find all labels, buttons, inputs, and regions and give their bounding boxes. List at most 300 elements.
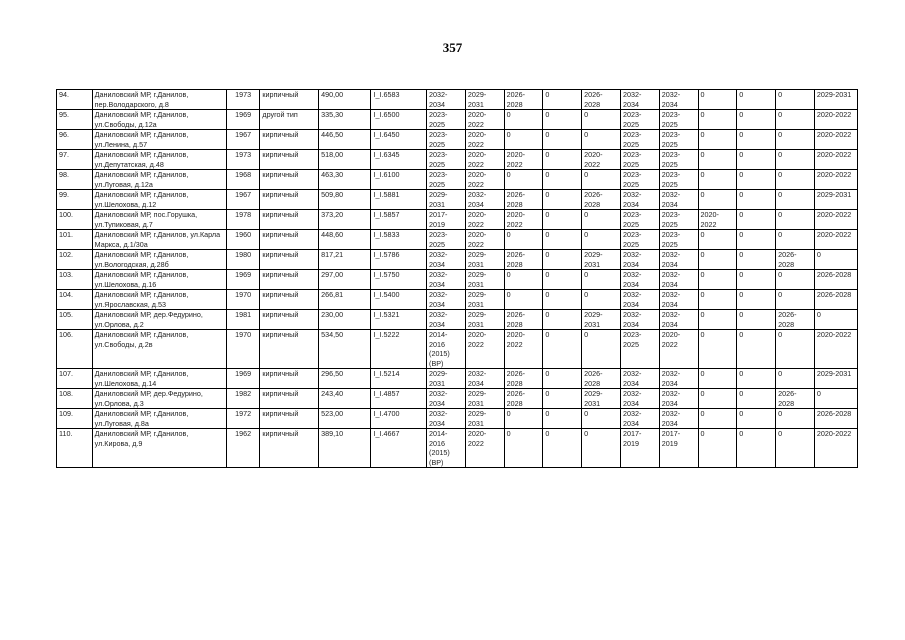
cell-building-id: I_I.6100 bbox=[371, 170, 427, 190]
cell-period-4: 0 bbox=[543, 150, 582, 170]
cell-period-11: 2029-2031 bbox=[814, 369, 857, 389]
cell-period-8: 0 bbox=[698, 389, 737, 409]
cell-period-6: 2023-2025 bbox=[620, 130, 659, 150]
cell-period-9: 0 bbox=[737, 330, 776, 369]
cell-row-number: 107. bbox=[57, 369, 93, 389]
cell-period-3: 0 bbox=[504, 409, 543, 429]
cell-period-1: 2029-2031 bbox=[427, 369, 466, 389]
cell-period-8: 0 bbox=[698, 429, 737, 468]
cell-period-5: 0 bbox=[582, 270, 621, 290]
cell-wall-material: кирпичный bbox=[260, 190, 319, 210]
cell-period-7: 2023-2025 bbox=[659, 110, 698, 130]
cell-area: 243,40 bbox=[319, 389, 371, 409]
cell-period-9: 0 bbox=[737, 250, 776, 270]
cell-address: Даниловский МР, г.Данилов, ул.Ярославская, д.53 bbox=[92, 290, 226, 310]
cell-period-9: 0 bbox=[737, 130, 776, 150]
cell-row-number: 102. bbox=[57, 250, 93, 270]
page-number: 357 bbox=[442, 40, 463, 55]
cell-period-6: 2023-2025 bbox=[620, 170, 659, 190]
cell-period-10: 0 bbox=[776, 190, 815, 210]
cell-row-number: 97. bbox=[57, 150, 93, 170]
cell-period-9: 0 bbox=[737, 270, 776, 290]
table-row bbox=[57, 290, 858, 310]
cell-year-built: 1967 bbox=[226, 130, 260, 150]
cell-building-id: I_I.5857 bbox=[371, 210, 427, 230]
cell-period-11: 0 bbox=[814, 389, 857, 409]
cell-period-6: 2032-2034 bbox=[620, 290, 659, 310]
cell-period-11: 2020-2022 bbox=[814, 170, 857, 190]
cell-period-4: 0 bbox=[543, 110, 582, 130]
cell-period-11: 2020-2022 bbox=[814, 230, 857, 250]
cell-address: Даниловский МР, г.Данилов, ул.Ленина, д.57 bbox=[92, 130, 226, 150]
cell-building-id: I_I.6345 bbox=[371, 150, 427, 170]
cell-period-3: 0 bbox=[504, 230, 543, 250]
cell-period-5: 0 bbox=[582, 230, 621, 250]
cell-wall-material: кирпичный bbox=[260, 389, 319, 409]
cell-period-8: 0 bbox=[698, 369, 737, 389]
cell-period-8: 2020-2022 bbox=[698, 210, 737, 230]
cell-period-7: 2032-2034 bbox=[659, 389, 698, 409]
cell-period-4: 0 bbox=[543, 330, 582, 369]
table-row bbox=[57, 330, 858, 369]
cell-year-built: 1970 bbox=[226, 290, 260, 310]
cell-year-built: 1972 bbox=[226, 409, 260, 429]
cell-period-7: 2023-2025 bbox=[659, 170, 698, 190]
cell-period-10: 0 bbox=[776, 110, 815, 130]
cell-period-3: 2026-2028 bbox=[504, 310, 543, 330]
table-row bbox=[57, 90, 858, 110]
cell-period-6: 2032-2034 bbox=[620, 250, 659, 270]
cell-period-3: 2026-2028 bbox=[504, 90, 543, 110]
cell-area: 266,81 bbox=[319, 290, 371, 310]
table-row bbox=[57, 409, 858, 429]
cell-building-id: I_I.5833 bbox=[371, 230, 427, 250]
cell-row-number: 95. bbox=[57, 110, 93, 130]
cell-address: Даниловский МР, г.Данилов, ул.Свободы, д.12а bbox=[92, 110, 226, 130]
cell-period-1: 2032-2034 bbox=[427, 409, 466, 429]
cell-period-5: 2020-2022 bbox=[582, 150, 621, 170]
cell-period-2: 2020-2022 bbox=[465, 210, 504, 230]
cell-period-5: 0 bbox=[582, 290, 621, 310]
cell-building-id: I_I.6500 bbox=[371, 110, 427, 130]
cell-area: 296,50 bbox=[319, 369, 371, 389]
cell-period-2: 2020-2022 bbox=[465, 150, 504, 170]
cell-period-7: 2023-2025 bbox=[659, 130, 698, 150]
cell-building-id: I_I.4700 bbox=[371, 409, 427, 429]
cell-period-10: 0 bbox=[776, 130, 815, 150]
cell-period-8: 0 bbox=[698, 250, 737, 270]
cell-period-4: 0 bbox=[543, 190, 582, 210]
cell-period-7: 2023-2025 bbox=[659, 210, 698, 230]
cell-year-built: 1978 bbox=[226, 210, 260, 230]
cell-year-built: 1973 bbox=[226, 150, 260, 170]
cell-period-6: 2032-2034 bbox=[620, 190, 659, 210]
cell-period-2: 2032-2034 bbox=[465, 369, 504, 389]
cell-year-built: 1962 bbox=[226, 429, 260, 468]
cell-building-id: I_I.6450 bbox=[371, 130, 427, 150]
cell-period-7: 2032-2034 bbox=[659, 190, 698, 210]
cell-row-number: 101. bbox=[57, 230, 93, 250]
cell-building-id: I_I.5214 bbox=[371, 369, 427, 389]
cell-period-11: 2020-2022 bbox=[814, 210, 857, 230]
cell-period-8: 0 bbox=[698, 150, 737, 170]
cell-period-7: 2032-2034 bbox=[659, 290, 698, 310]
cell-period-1: 2029-2031 bbox=[427, 190, 466, 210]
cell-area: 817,21 bbox=[319, 250, 371, 270]
cell-period-5: 2029-2031 bbox=[582, 250, 621, 270]
cell-wall-material: кирпичный bbox=[260, 429, 319, 468]
cell-period-8: 0 bbox=[698, 130, 737, 150]
cell-period-3: 0 bbox=[504, 429, 543, 468]
cell-year-built: 1969 bbox=[226, 369, 260, 389]
cell-address: Даниловский МР, г.Данилов, ул.Кирова, д.9 bbox=[92, 429, 226, 468]
table-row bbox=[57, 369, 858, 389]
cell-period-1: 2032-2034 bbox=[427, 389, 466, 409]
cell-period-3: 0 bbox=[504, 170, 543, 190]
cell-period-7: 2017-2019 bbox=[659, 429, 698, 468]
cell-period-2: 2020-2022 bbox=[465, 330, 504, 369]
cell-period-6: 2032-2034 bbox=[620, 409, 659, 429]
cell-period-4: 0 bbox=[543, 250, 582, 270]
cell-period-7: 2032-2034 bbox=[659, 270, 698, 290]
cell-period-8: 0 bbox=[698, 110, 737, 130]
cell-period-11: 2029-2031 bbox=[814, 190, 857, 210]
cell-period-10: 0 bbox=[776, 230, 815, 250]
cell-building-id: I_I.5786 bbox=[371, 250, 427, 270]
cell-row-number: 98. bbox=[57, 170, 93, 190]
cell-period-9: 0 bbox=[737, 369, 776, 389]
cell-period-8: 0 bbox=[698, 310, 737, 330]
cell-period-1: 2023-2025 bbox=[427, 110, 466, 130]
cell-period-6: 2032-2034 bbox=[620, 389, 659, 409]
cell-period-1: 2014-2016 (2015) (ВР) bbox=[427, 330, 466, 369]
cell-period-5: 2029-2031 bbox=[582, 310, 621, 330]
cell-period-7: 2023-2025 bbox=[659, 150, 698, 170]
cell-period-9: 0 bbox=[737, 90, 776, 110]
cell-period-5: 0 bbox=[582, 170, 621, 190]
cell-period-9: 0 bbox=[737, 230, 776, 250]
cell-period-8: 0 bbox=[698, 170, 737, 190]
cell-area: 463,30 bbox=[319, 170, 371, 190]
cell-address: Даниловский МР, г.Данилов, ул.Луговая, д.12а bbox=[92, 170, 226, 190]
cell-period-2: 2020-2022 bbox=[465, 429, 504, 468]
cell-period-2: 2029-2031 bbox=[465, 389, 504, 409]
cell-period-2: 2029-2031 bbox=[465, 270, 504, 290]
cell-period-2: 2029-2031 bbox=[465, 310, 504, 330]
cell-period-5: 0 bbox=[582, 330, 621, 369]
cell-period-7: 2020-2022 bbox=[659, 330, 698, 369]
cell-area: 523,00 bbox=[319, 409, 371, 429]
cell-wall-material: кирпичный bbox=[260, 310, 319, 330]
cell-address: Даниловский МР, г.Данилов, ул.Свободы, д.2в bbox=[92, 330, 226, 369]
table-row bbox=[57, 150, 858, 170]
cell-period-5: 0 bbox=[582, 130, 621, 150]
cell-period-5: 0 bbox=[582, 210, 621, 230]
cell-period-10: 2026-2028 bbox=[776, 310, 815, 330]
cell-period-7: 2032-2034 bbox=[659, 409, 698, 429]
cell-area: 448,60 bbox=[319, 230, 371, 250]
cell-row-number: 105. bbox=[57, 310, 93, 330]
cell-period-3: 2020-2022 bbox=[504, 150, 543, 170]
table-body bbox=[57, 90, 858, 468]
cell-period-11: 2020-2022 bbox=[814, 429, 857, 468]
cell-wall-material: кирпичный bbox=[260, 230, 319, 250]
cell-period-6: 2023-2025 bbox=[620, 210, 659, 230]
cell-row-number: 104. bbox=[57, 290, 93, 310]
table-row bbox=[57, 110, 858, 130]
cell-period-10: 0 bbox=[776, 210, 815, 230]
cell-period-5: 2026-2028 bbox=[582, 190, 621, 210]
cell-period-3: 2026-2028 bbox=[504, 250, 543, 270]
cell-period-8: 0 bbox=[698, 290, 737, 310]
cell-period-2: 2020-2022 bbox=[465, 130, 504, 150]
cell-address: Даниловский МР, г.Данилов, пер.Володарского, д.8 bbox=[92, 90, 226, 110]
cell-period-6: 2032-2034 bbox=[620, 310, 659, 330]
cell-period-9: 0 bbox=[737, 389, 776, 409]
cell-period-5: 0 bbox=[582, 110, 621, 130]
cell-period-9: 0 bbox=[737, 190, 776, 210]
cell-row-number: 106. bbox=[57, 330, 93, 369]
cell-period-3: 0 bbox=[504, 130, 543, 150]
cell-address: Даниловский МР, г.Данилов, ул.Карла Маркса, д.1/30а bbox=[92, 230, 226, 250]
cell-period-3: 2026-2028 bbox=[504, 190, 543, 210]
cell-period-9: 0 bbox=[737, 110, 776, 130]
cell-period-4: 0 bbox=[543, 290, 582, 310]
cell-year-built: 1970 bbox=[226, 330, 260, 369]
cell-period-9: 0 bbox=[737, 429, 776, 468]
table-row bbox=[57, 230, 858, 250]
cell-address: Даниловский МР, пос.Горушка, ул.Тупиковая, д.7 bbox=[92, 210, 226, 230]
table-row bbox=[57, 429, 858, 468]
cell-period-11: 0 bbox=[814, 250, 857, 270]
cell-period-4: 0 bbox=[543, 409, 582, 429]
cell-row-number: 109. bbox=[57, 409, 93, 429]
cell-period-6: 2017-2019 bbox=[620, 429, 659, 468]
cell-period-7: 2032-2034 bbox=[659, 369, 698, 389]
housing-register-table bbox=[56, 89, 858, 468]
cell-row-number: 96. bbox=[57, 130, 93, 150]
cell-period-11: 0 bbox=[814, 310, 857, 330]
cell-period-6: 2032-2034 bbox=[620, 369, 659, 389]
cell-period-9: 0 bbox=[737, 210, 776, 230]
cell-period-10: 0 bbox=[776, 90, 815, 110]
cell-wall-material: кирпичный bbox=[260, 210, 319, 230]
cell-period-2: 2020-2022 bbox=[465, 230, 504, 250]
cell-period-5: 0 bbox=[582, 429, 621, 468]
table-row bbox=[57, 170, 858, 190]
cell-period-5: 2029-2031 bbox=[582, 389, 621, 409]
cell-year-built: 1980 bbox=[226, 250, 260, 270]
cell-area: 490,00 bbox=[319, 90, 371, 110]
cell-period-3: 2026-2028 bbox=[504, 369, 543, 389]
cell-period-6: 2032-2034 bbox=[620, 90, 659, 110]
cell-period-4: 0 bbox=[543, 230, 582, 250]
cell-building-id: I_I.4857 bbox=[371, 389, 427, 409]
cell-period-4: 0 bbox=[543, 210, 582, 230]
table-row bbox=[57, 210, 858, 230]
cell-period-11: 2020-2022 bbox=[814, 110, 857, 130]
cell-period-9: 0 bbox=[737, 409, 776, 429]
cell-period-5: 0 bbox=[582, 409, 621, 429]
table-row bbox=[57, 130, 858, 150]
cell-row-number: 99. bbox=[57, 190, 93, 210]
table-row bbox=[57, 310, 858, 330]
cell-building-id: I_I.5750 bbox=[371, 270, 427, 290]
table-row bbox=[57, 270, 858, 290]
cell-area: 446,50 bbox=[319, 130, 371, 150]
cell-area: 389,10 bbox=[319, 429, 371, 468]
cell-row-number: 110. bbox=[57, 429, 93, 468]
cell-year-built: 1967 bbox=[226, 190, 260, 210]
cell-year-built: 1968 bbox=[226, 170, 260, 190]
cell-period-6: 2023-2025 bbox=[620, 330, 659, 369]
cell-period-8: 0 bbox=[698, 90, 737, 110]
cell-period-8: 0 bbox=[698, 270, 737, 290]
cell-period-4: 0 bbox=[543, 310, 582, 330]
cell-period-2: 2029-2031 bbox=[465, 409, 504, 429]
cell-period-2: 2029-2031 bbox=[465, 90, 504, 110]
cell-period-3: 2020-2022 bbox=[504, 330, 543, 369]
cell-period-1: 2017-2019 bbox=[427, 210, 466, 230]
cell-address: Даниловский МР, г.Данилов, ул.Депутатская, д.48 bbox=[92, 150, 226, 170]
cell-year-built: 1969 bbox=[226, 270, 260, 290]
cell-area: 297,00 bbox=[319, 270, 371, 290]
cell-period-10: 0 bbox=[776, 270, 815, 290]
cell-row-number: 108. bbox=[57, 389, 93, 409]
cell-period-11: 2026-2028 bbox=[814, 409, 857, 429]
cell-period-1: 2032-2034 bbox=[427, 270, 466, 290]
cell-period-10: 0 bbox=[776, 429, 815, 468]
cell-period-10: 0 bbox=[776, 170, 815, 190]
cell-period-8: 0 bbox=[698, 409, 737, 429]
cell-building-id: I_I.5400 bbox=[371, 290, 427, 310]
cell-area: 534,50 bbox=[319, 330, 371, 369]
cell-period-1: 2023-2025 bbox=[427, 130, 466, 150]
table-row bbox=[57, 190, 858, 210]
cell-year-built: 1960 bbox=[226, 230, 260, 250]
cell-period-2: 2020-2022 bbox=[465, 110, 504, 130]
cell-period-10: 0 bbox=[776, 290, 815, 310]
cell-period-8: 0 bbox=[698, 330, 737, 369]
table-row bbox=[57, 250, 858, 270]
cell-year-built: 1982 bbox=[226, 389, 260, 409]
cell-area: 518,00 bbox=[319, 150, 371, 170]
cell-building-id: I_I.6583 bbox=[371, 90, 427, 110]
cell-year-built: 1973 bbox=[226, 90, 260, 110]
cell-period-10: 0 bbox=[776, 369, 815, 389]
cell-period-11: 2029-2031 bbox=[814, 90, 857, 110]
cell-row-number: 103. bbox=[57, 270, 93, 290]
cell-address: Даниловский МР, г.Данилов, ул.Шелохова, д.16 bbox=[92, 270, 226, 290]
cell-period-6: 2023-2025 bbox=[620, 150, 659, 170]
cell-area: 509,80 bbox=[319, 190, 371, 210]
cell-period-3: 0 bbox=[504, 270, 543, 290]
cell-address: Даниловский МР, г.Данилов, ул.Луговая, д.8а bbox=[92, 409, 226, 429]
cell-period-1: 2023-2025 bbox=[427, 170, 466, 190]
cell-period-1: 2032-2034 bbox=[427, 250, 466, 270]
cell-wall-material: кирпичный bbox=[260, 130, 319, 150]
cell-period-3: 0 bbox=[504, 110, 543, 130]
cell-wall-material: кирпичный bbox=[260, 290, 319, 310]
cell-wall-material: кирпичный bbox=[260, 330, 319, 369]
cell-year-built: 1969 bbox=[226, 110, 260, 130]
cell-row-number: 100. bbox=[57, 210, 93, 230]
cell-period-2: 2029-2031 bbox=[465, 250, 504, 270]
cell-address: Даниловский МР, г.Данилов, ул.Шелохова, д.14 bbox=[92, 369, 226, 389]
cell-period-2: 2029-2031 bbox=[465, 290, 504, 310]
cell-area: 230,00 bbox=[319, 310, 371, 330]
cell-period-1: 2032-2034 bbox=[427, 290, 466, 310]
cell-period-11: 2020-2022 bbox=[814, 330, 857, 369]
cell-period-3: 2020-2022 bbox=[504, 210, 543, 230]
cell-area: 373,20 bbox=[319, 210, 371, 230]
cell-period-2: 2032-2034 bbox=[465, 190, 504, 210]
cell-period-4: 0 bbox=[543, 170, 582, 190]
cell-period-7: 2032-2034 bbox=[659, 310, 698, 330]
cell-period-4: 0 bbox=[543, 270, 582, 290]
cell-period-4: 0 bbox=[543, 369, 582, 389]
cell-area: 335,30 bbox=[319, 110, 371, 130]
cell-period-6: 2023-2025 bbox=[620, 230, 659, 250]
cell-period-8: 0 bbox=[698, 230, 737, 250]
cell-period-5: 2026-2028 bbox=[582, 90, 621, 110]
cell-wall-material: кирпичный bbox=[260, 409, 319, 429]
cell-period-3: 2026-2028 bbox=[504, 389, 543, 409]
cell-period-4: 0 bbox=[543, 90, 582, 110]
cell-period-5: 2026-2028 bbox=[582, 369, 621, 389]
cell-period-10: 2026-2028 bbox=[776, 389, 815, 409]
cell-period-7: 2032-2034 bbox=[659, 250, 698, 270]
cell-period-7: 2023-2025 bbox=[659, 230, 698, 250]
cell-period-10: 2026-2028 bbox=[776, 250, 815, 270]
cell-period-8: 0 bbox=[698, 190, 737, 210]
cell-period-11: 2026-2028 bbox=[814, 290, 857, 310]
cell-period-11: 2020-2022 bbox=[814, 150, 857, 170]
cell-period-3: 0 bbox=[504, 290, 543, 310]
cell-period-11: 2026-2028 bbox=[814, 270, 857, 290]
cell-period-1: 2023-2025 bbox=[427, 150, 466, 170]
cell-period-1: 2032-2034 bbox=[427, 310, 466, 330]
cell-building-id: I_I.5222 bbox=[371, 330, 427, 369]
cell-period-1: 2014-2016 (2015) (ВР) bbox=[427, 429, 466, 468]
cell-period-7: 2032-2034 bbox=[659, 90, 698, 110]
cell-period-10: 0 bbox=[776, 330, 815, 369]
cell-wall-material: другой тип bbox=[260, 110, 319, 130]
cell-wall-material: кирпичный bbox=[260, 270, 319, 290]
cell-wall-material: кирпичный bbox=[260, 170, 319, 190]
cell-period-11: 2020-2022 bbox=[814, 130, 857, 150]
cell-building-id: I_I.5881 bbox=[371, 190, 427, 210]
cell-period-10: 0 bbox=[776, 150, 815, 170]
cell-period-2: 2020-2022 bbox=[465, 170, 504, 190]
cell-wall-material: кирпичный bbox=[260, 369, 319, 389]
cell-period-4: 0 bbox=[543, 429, 582, 468]
cell-address: Даниловский МР, г.Данилов, ул.Вологодская, д.28б bbox=[92, 250, 226, 270]
cell-wall-material: кирпичный bbox=[260, 90, 319, 110]
cell-period-1: 2032-2034 bbox=[427, 90, 466, 110]
cell-period-10: 0 bbox=[776, 409, 815, 429]
cell-period-6: 2023-2025 bbox=[620, 110, 659, 130]
cell-address: Даниловский МР, дер.Федурино, ул.Орлова, д.2 bbox=[92, 310, 226, 330]
cell-building-id: I_I.4667 bbox=[371, 429, 427, 468]
cell-period-1: 2023-2025 bbox=[427, 230, 466, 250]
cell-period-4: 0 bbox=[543, 130, 582, 150]
cell-period-4: 0 bbox=[543, 389, 582, 409]
cell-period-9: 0 bbox=[737, 290, 776, 310]
cell-year-built: 1981 bbox=[226, 310, 260, 330]
cell-period-9: 0 bbox=[737, 310, 776, 330]
cell-wall-material: кирпичный bbox=[260, 150, 319, 170]
